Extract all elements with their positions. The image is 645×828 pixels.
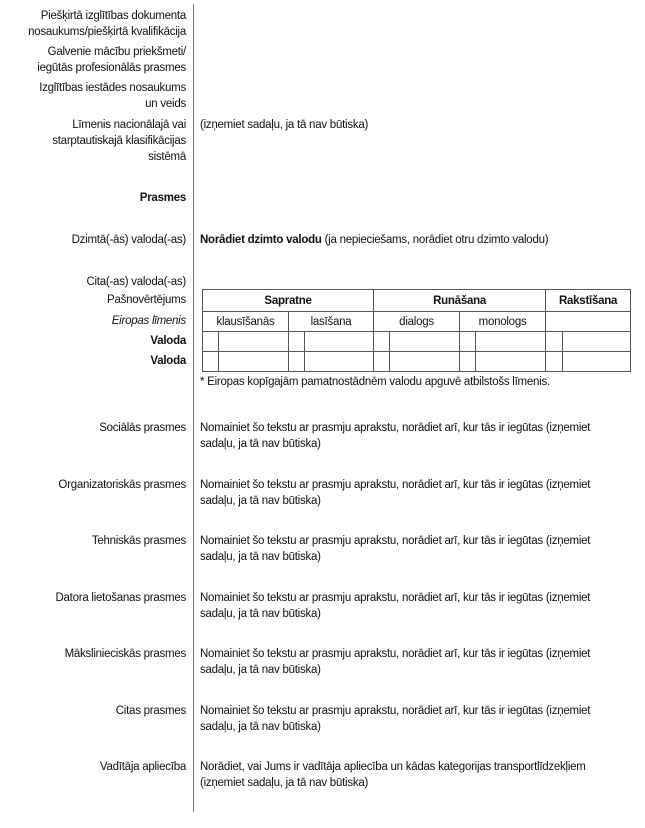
label-line: Piešķirtā izglītības dokumenta (40, 10, 186, 22)
level-cell[interactable] (390, 332, 460, 352)
sub-production: monologs (460, 312, 546, 332)
self-assessment-label: Pašnovērtējums (107, 294, 186, 306)
mother-tongue-rest: (ja nepieciešams, norādiet otru dzimto valodu) (321, 234, 549, 246)
skill-value[interactable] (200, 646, 620, 678)
level-cell[interactable] (374, 352, 390, 372)
mother-tongue-label: Dzimtā(-ās) valoda(-as) (71, 234, 186, 246)
value-line: sadaļu, ja tā nav būtiska) (200, 664, 321, 676)
value-line: Nomainiet šo tekstu ar prasmju aprakstu, norādiet arī, kur tās ir iegūtas (izņemiet (200, 479, 591, 491)
value-line: sadaļu, ja tā nav būtiska) (200, 438, 321, 450)
mother-tongue-value[interactable] (200, 232, 620, 248)
level-cell[interactable] (546, 352, 563, 372)
level-cell[interactable] (305, 332, 374, 352)
language-table (202, 289, 631, 372)
label-line: Līmenis nacionālajā vai (72, 119, 186, 131)
skill-value[interactable] (200, 420, 620, 452)
label-line: sistēmā (148, 151, 186, 163)
other-languages-label: Cita(-as) valoda(-as) (86, 276, 186, 288)
skill-label: Tehniskās prasmes (91, 535, 186, 547)
level-value[interactable]: (izņemiet sadaļu, ja tā nav būtiska) (200, 119, 369, 131)
qualification-label (0, 8, 186, 40)
level-cell[interactable] (476, 332, 546, 352)
skill-label: Organizatoriskās prasmes (58, 479, 186, 491)
level-cell[interactable] (563, 332, 631, 352)
skill-label: Citas prasmes (115, 705, 186, 717)
level-cell[interactable] (219, 352, 289, 372)
header-speaking: Runāšana (374, 290, 546, 312)
skills-heading: Prasmes (139, 192, 186, 204)
level-cell[interactable] (203, 352, 219, 372)
skill-label: Datora lietošanas prasmes (55, 592, 186, 604)
value-line: Nomainiet šo tekstu ar prasmju aprakstu, norādiet arī, kur tās ir iegūtas (izņemiet (200, 422, 591, 434)
sub-writing (546, 312, 631, 332)
level-cell[interactable] (305, 352, 374, 372)
subjects-label (0, 44, 186, 76)
level-cell[interactable] (546, 332, 563, 352)
level-cell[interactable] (289, 332, 305, 352)
skill-label: Vadītāja apliecība (99, 761, 186, 773)
value-line: (izņemiet sadaļu, ja tā nav būtiska) (200, 777, 369, 789)
column-divider (193, 4, 194, 812)
skill-value[interactable] (200, 759, 620, 791)
language-row-label: Valoda (150, 355, 186, 367)
skill-value[interactable] (200, 533, 620, 565)
level-cell[interactable] (476, 352, 546, 372)
header-understanding: Sapratne (203, 290, 374, 312)
level-cell[interactable] (219, 332, 289, 352)
skill-label: Sociālās prasmes (99, 422, 186, 434)
level-cell[interactable] (390, 352, 460, 372)
level-cell[interactable] (460, 352, 476, 372)
label-line: iegūtās profesionālās prasmes (37, 62, 186, 74)
level-cell[interactable] (289, 352, 305, 372)
level-cell[interactable] (203, 332, 219, 352)
level-cell[interactable] (460, 332, 476, 352)
mother-tongue-bold: Norādiet dzimto valodu (200, 234, 322, 246)
skill-label: Mākslinieciskās prasmes (64, 648, 186, 660)
language-row-label: Valoda (150, 335, 186, 347)
label-line: un veids (145, 98, 186, 110)
sub-interaction: dialogs (374, 312, 460, 332)
skill-value[interactable] (200, 703, 620, 735)
label-line: Galvenie mācību priekšmeti/ (47, 46, 186, 58)
value-line: Norādiet, vai Jums ir vadītāja apliecība un kādas kategorijas transportlīdzekļiem (200, 761, 586, 773)
skill-value[interactable] (200, 477, 620, 509)
sub-listening: klausīšanās (203, 312, 289, 332)
value-line: Nomainiet šo tekstu ar prasmju aprakstu, norādiet arī, kur tās ir iegūtas (izņemiet (200, 535, 591, 547)
european-level-label: Eiropas līmenis (111, 315, 186, 327)
level-label (0, 117, 186, 165)
value-line: sadaļu, ja tā nav būtiska) (200, 551, 321, 563)
level-cell[interactable] (563, 352, 631, 372)
label-line: nosaukums/piešķirtā kvalifikācija (28, 26, 186, 38)
value-line: sadaļu, ja tā nav būtiska) (200, 721, 321, 733)
value-line: sadaļu, ja tā nav būtiska) (200, 495, 321, 507)
value-line: Nomainiet šo tekstu ar prasmju aprakstu, norādiet arī, kur tās ir iegūtas (izņemiet (200, 592, 591, 604)
value-line: sadaļu, ja tā nav būtiska) (200, 608, 321, 620)
label-line: Izglītības iestādes nosaukums (39, 82, 186, 94)
label-line: starptautiskajā klasifikācijas (52, 135, 186, 147)
level-cell[interactable] (374, 332, 390, 352)
institution-label (0, 80, 186, 112)
header-writing: Rakstīšana (546, 290, 631, 312)
skill-value[interactable] (200, 590, 620, 622)
sub-reading: lasīšana (289, 312, 374, 332)
value-line: Nomainiet šo tekstu ar prasmju aprakstu, norādiet arī, kur tās ir iegūtas (izņemiet (200, 648, 591, 660)
table-footnote: * Eiropas kopīgajām pamatnostādnēm valodu apguvē atbilstošs līmenis. (200, 376, 550, 388)
value-line: Nomainiet šo tekstu ar prasmju aprakstu, norādiet arī, kur tās ir iegūtas (izņemiet (200, 705, 591, 717)
